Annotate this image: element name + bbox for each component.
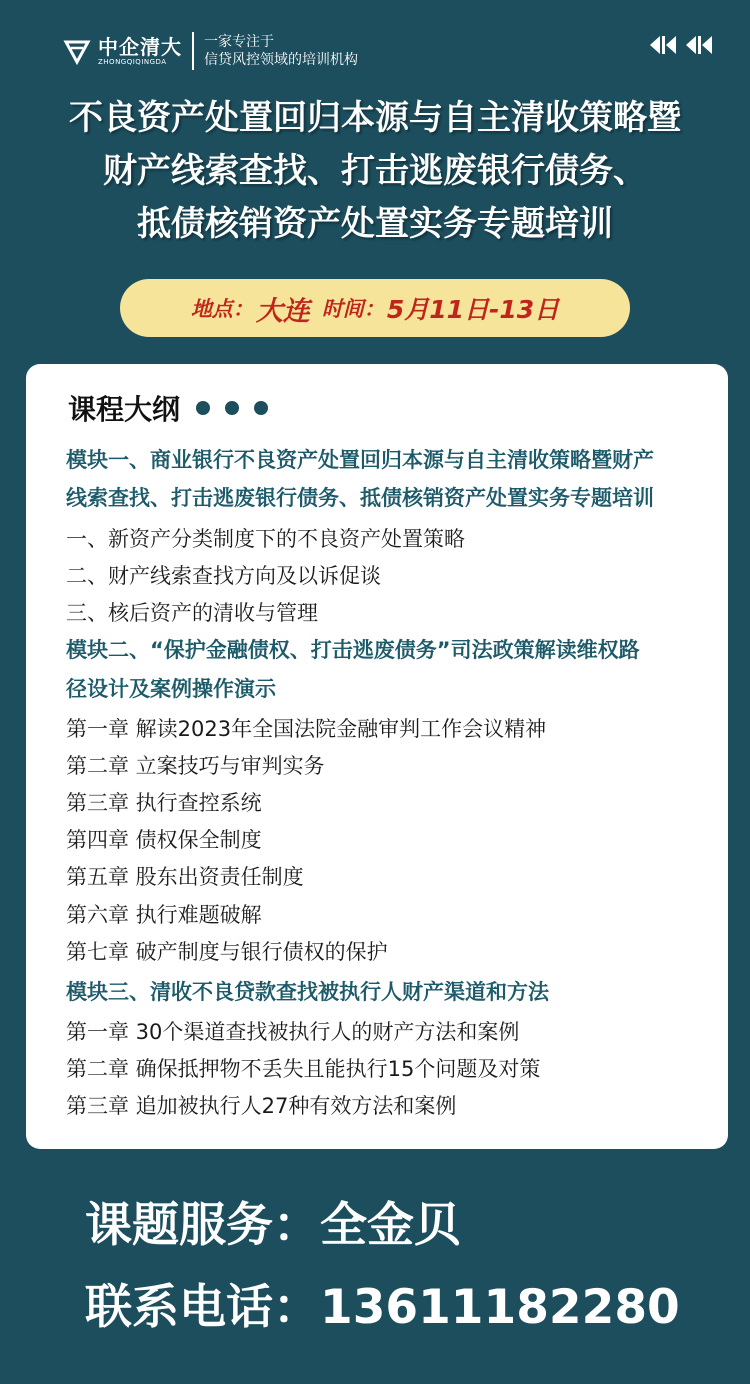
logo-english: ZHONGQIQINGDA (98, 57, 167, 66)
tagline-line-1: 一家专注于 (204, 34, 274, 50)
phone-contact: 联系电话：13611182280 (85, 1280, 680, 1335)
module-2-title-a: 模块二、“保护金融债权、打击逃废债务”司法政策解读维权路 (66, 638, 640, 662)
outline-heading-text: 课程大纲 (68, 393, 181, 426)
module-2-item: 第四章 债权保全制度 (66, 828, 262, 852)
module-2-item: 第七章 破产制度与银行债权的保护 (66, 940, 388, 964)
module-3-item: 第二章 确保抵押物不丢失且能执行15个问题及对策 (66, 1057, 541, 1081)
title-line-2: 财产线索查找、打击逃废银行债务、 (103, 151, 647, 191)
logo-mark-icon (62, 36, 92, 66)
place-label: 地点： (190, 297, 254, 321)
location-time-banner (120, 279, 630, 337)
service-contact: 课题服务：全金贝 (85, 1198, 461, 1253)
tagline (204, 33, 358, 69)
place-value: 大连 (255, 295, 310, 327)
module-1-item: 二、财产线索查找方向及以诉促谈 (66, 564, 381, 588)
module-2-title-b: 径设计及案例操作演示 (66, 677, 276, 701)
logo (98, 36, 182, 67)
double-arrow-left-icon (648, 34, 720, 56)
title-line-3: 抵债核销资产处置实务专题培训 (137, 204, 613, 244)
module-3-item: 第三章 追加被执行人27种有效方法和案例 (66, 1094, 457, 1118)
module-1-title-b: 线索查找、打击逃废银行债务、抵债核销资产处置实务专题培训 (66, 486, 654, 510)
outline-heading (68, 388, 283, 428)
module-2-item: 第六章 执行难题破解 (66, 903, 262, 927)
logo-name: 中企清大 (98, 34, 182, 59)
module-3-title: 模块三、清收不良贷款查找被执行人财产渠道和方法 (66, 980, 549, 1004)
title-line-1: 不良资产处置回归本源与自主清收策略暨 (69, 98, 681, 138)
module-1-item: 一、新资产分类制度下的不良资产处置策略 (66, 527, 465, 551)
dots-icon (196, 401, 283, 415)
module-2-item: 第一章 解读2023年全国法院金融审判工作会议精神 (66, 717, 547, 741)
module-2-item: 第三章 执行查控系统 (66, 791, 262, 815)
page-title (0, 92, 750, 251)
header (62, 28, 358, 74)
outline-card (26, 364, 728, 1149)
module-1-item: 三、核后资产的清收与管理 (66, 601, 318, 625)
module-2-item: 第二章 立案技巧与审判实务 (66, 754, 325, 778)
tagline-line-2: 信贷风控领域的培训机构 (204, 52, 358, 68)
module-3-item: 第一章 30个渠道查找被执行人的财产方法和案例 (66, 1020, 520, 1044)
module-2-item: 第五章 股东出资责任制度 (66, 865, 304, 889)
divider (192, 32, 194, 70)
module-1-title-a: 模块一、商业银行不良资产处置回归本源与自主清收策略暨财产 (66, 448, 654, 472)
time-value: 5月11日-13日 (386, 295, 560, 324)
time-label: 时间： (321, 297, 385, 321)
